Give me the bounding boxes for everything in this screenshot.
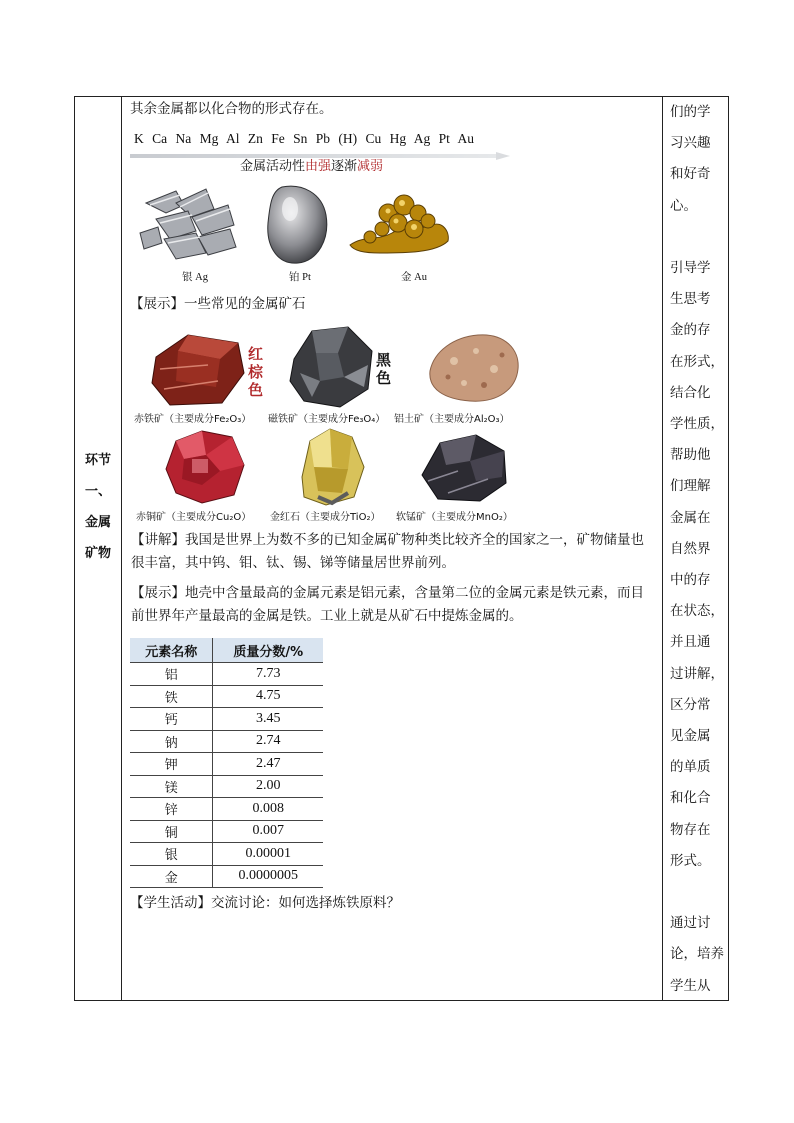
display2-line: 前世界年产量最高的金属是铁。工业上就是从矿石中提炼金属的。 [131,608,523,624]
mass-fraction: 0.008 [213,798,323,821]
mass-fraction: 2.47 [213,753,323,776]
intent-line: 自然界 [670,540,711,557]
mass-fraction: 0.007 [213,820,323,843]
intent-line: 学性质， [670,416,724,433]
intent-line: 心。 [670,197,697,214]
mass-fraction: 0.0000005 [213,865,323,888]
intent-line: 和化合 [670,790,711,807]
rutile-icon [292,427,370,507]
native-metal-caption: 银 Ag [182,272,208,283]
activity-label-weak: 减弱 [357,159,384,174]
lesson-table [74,96,729,1001]
red-brown-tag-char: 棕 [248,363,264,381]
element-name: 镁 [130,775,213,798]
intent-line: 在形式， [670,353,724,370]
display2-line: 【展示】地壳中含量最高的金属元素是铝元素，含量第二位的金属元素是铁元素，而目 [131,585,644,601]
element-name: 金 [130,865,213,888]
section-column [75,97,122,1000]
intent-line: 学生从 [670,977,711,994]
hematite-icon [148,329,246,409]
section-label [75,445,121,569]
element-name: 钙 [130,708,213,731]
intent-line: 们理解 [670,478,711,495]
table-row [130,843,323,866]
table-row [130,820,323,843]
explain-paragraph [131,529,651,575]
native-metal-caption: 金 Au [401,272,427,283]
intent-line [670,877,726,908]
intent-line: 论，培养 [670,946,724,963]
element-abundance-table [130,638,323,888]
intent-line: 和好奇 [670,166,711,183]
activity-series: K Ca Na Mg Al Zn Fe Sn Pb (H) Cu Hg Ag Pt Au [134,131,475,146]
table-row [130,663,323,686]
display2-paragraph [131,582,651,628]
black-tag-char: 黑 [376,351,392,369]
element-name: 铁 [130,685,213,708]
intent-line: 结合化 [670,384,711,401]
element-name: 铝 [130,663,213,686]
intent-line: 帮助他 [670,447,711,464]
section-label-line: 矿物 [84,546,111,561]
table-row [130,865,323,888]
intent-line: 们的学 [670,104,711,120]
table-row [130,730,323,753]
black-tag-char: 色 [376,369,392,387]
table-header: 元素名称 [130,638,213,663]
intent-line: 过讲解， [670,665,724,682]
intent-line [670,222,726,253]
intent-line: 金的存 [670,322,711,339]
ore-caption: 赤铁矿（主要成分Fe₂O₃） [134,414,252,425]
section-label-line: 一、 [84,484,111,499]
intent-line: 的单质 [670,759,711,776]
intent-line: 中的存 [670,572,711,589]
intent-line: 物存在 [670,821,711,838]
table-header: 质量分数/% [213,638,323,663]
intent-line: 金属在 [670,509,711,526]
mass-fraction: 7.73 [213,663,323,686]
native-metal-caption: 铂 Pt [289,272,311,283]
mass-fraction: 3.45 [213,708,323,731]
element-name: 铜 [130,820,213,843]
intro-text: 其余金属都以化合物的形式存在。 [130,101,333,117]
ore-caption: 软锰矿（主要成分MnO₂） [396,512,513,523]
intent-line: 通过讨 [670,915,711,932]
intent-line: 引导学 [670,260,711,277]
black-tag [376,351,391,387]
intent-line: 习兴趣 [670,135,711,152]
display-ores-heading: 【展示】一些常见的金属矿石 [130,296,306,312]
mass-fraction: 2.74 [213,730,323,753]
ore-caption: 赤铜矿（主要成分Cu₂O） [136,512,252,523]
red-brown-tag-char: 红 [248,345,264,363]
activity-label-middle: 逐渐 [331,159,358,174]
content-column [122,97,663,1000]
table-row [130,753,323,776]
element-name: 钾 [130,753,213,776]
element-name: 银 [130,843,213,866]
table-header-row [130,638,323,663]
element-name: 锌 [130,798,213,821]
explain-line: 【讲解】我国是世界上为数不多的已知金属矿物种类比较齐全的国家之一，矿物储量也 [131,532,644,548]
intent-line: 并且通 [670,634,711,651]
design-intent-text [670,97,726,1002]
explain-line: 很丰富，其中钨、钼、钛、锡、锑等储量居世界前列。 [131,555,455,571]
mass-fraction: 2.00 [213,775,323,798]
intent-line: 见金属 [670,728,711,745]
ore-caption: 铝土矿（主要成分Al₂O₃） [394,414,510,425]
mass-fraction: 4.75 [213,685,323,708]
table-row [130,798,323,821]
table-row [130,685,323,708]
bauxite-icon [424,331,522,405]
platinum-nugget-icon [262,183,334,265]
section-label-line: 环节 [84,453,111,468]
red-brown-tag-char: 色 [248,381,264,399]
table-row [130,708,323,731]
red-brown-tag [248,345,263,399]
student-activity-text: 【学生活动】交流讨论：如何选择炼铁原料？ [130,895,400,911]
activity-label [240,155,383,174]
activity-label-strong: 由强 [305,159,332,174]
intent-line: 生思考 [670,291,711,308]
gold-crystal-icon [344,191,456,257]
magnetite-icon [288,325,374,409]
mass-fraction: 0.00001 [213,843,323,866]
intent-line: 区分常 [670,696,711,713]
cuprite-icon [162,429,248,505]
intent-line: 形式。 [670,852,711,869]
ore-caption: 磁铁矿（主要成分Fe₃O₄） [268,414,386,425]
intent-line: 在状态， [670,603,724,620]
silver-crystal-icon [136,183,242,265]
ore-caption: 金红石（主要成分TiO₂） [270,512,381,523]
element-name: 钠 [130,730,213,753]
section-label-line: 金属 [84,515,111,530]
design-intent-column [663,97,728,1000]
pyrolusite-icon [418,431,510,503]
activity-label-prefix: 金属活动性 [240,159,306,174]
table-row [130,775,323,798]
